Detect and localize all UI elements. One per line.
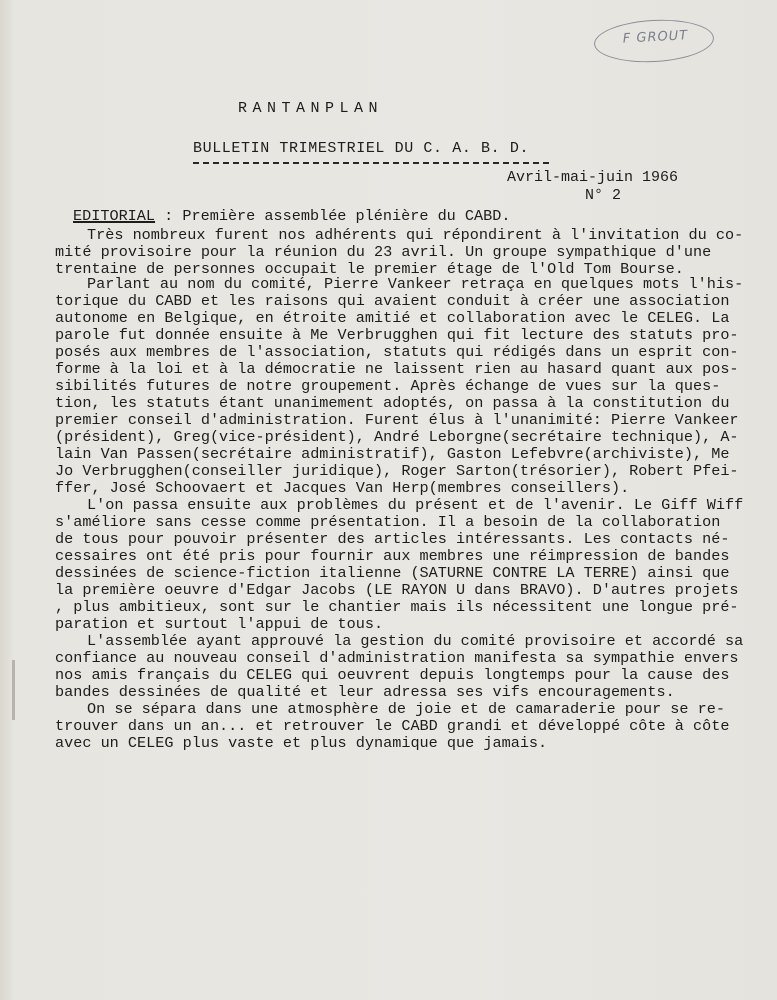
body-line: bandes dessinées de qualité et leur adressa ses vifs encouragements.	[55, 683, 675, 701]
body-line: L'assemblée ayant approuvé la gestion du comité provisoire et accordé sa	[87, 632, 744, 650]
body-line: parole fut donnée ensuite à Me Verbrugghen qui fit lecture des statuts pro-	[55, 326, 739, 344]
body-line: ffer, José Schoovaert et Jacques Van Herp(membres conseillers).	[55, 479, 630, 497]
body-line: lain Van Passen(secrétaire administratif), Gaston Lefebvre(archiviste), Me	[55, 445, 730, 463]
body-line: avec un CELEG plus vaste et plus dynamique que jamais.	[55, 734, 548, 752]
body-line: trouver dans un an... et retrouver le CABD grandi et développé côte à côte	[55, 717, 730, 735]
dashed-underline	[193, 162, 549, 164]
masthead-title: RANTANPLAN	[238, 100, 384, 117]
body-line: (président), Greg(vice-président), André Leborgne(secrétaire technique), A-	[55, 428, 739, 446]
body-line: s'améliore sans cesse comme présentation. Il a besoin de la collaboration	[55, 513, 721, 531]
body-line: mité provisoire pour la réunion du 23 avril. Un groupe sympathique d'une	[55, 243, 712, 261]
body-line: cessaires ont été pris pour fournir aux membres une réimpression de bandes	[55, 547, 730, 565]
body-line: paration et surtout l'appui de tous.	[55, 615, 384, 633]
body-line: Très nombreux furent nos adhérents qui répondirent à l'invitation du co-	[87, 226, 744, 244]
body-line: , plus ambitieux, sont sur le chantier mais ils nécessitent une longue pré-	[55, 598, 739, 616]
body-line: trentaine de personnes occupait le premier étage de l'Old Tom Bourse.	[55, 260, 684, 278]
editorial-title: : Première assemblée plénière du CABD.	[155, 207, 511, 225]
body-line: posés aux membres de l'association, statuts qui rédigés dans un esprit con-	[55, 343, 739, 361]
body-line: nos amis français du CELEG qui oeuvrent depuis longtemps pour la cause des	[55, 666, 730, 684]
body-line: Jo Verbrugghen(conseiller juridique), Roger Sarton(trésorier), Robert Pfei-	[55, 462, 739, 480]
body-line: Parlant au nom du comité, Pierre Vankeer retraça en quelques mots l'his-	[87, 275, 744, 293]
body-line: confiance au nouveau conseil d'administration manifesta sa sympathie envers	[55, 649, 739, 667]
body-line: dessinées de science-fiction italienne (SATURNE CONTRE LA TERRE) ainsi que	[55, 564, 730, 582]
page-edge-mark	[12, 660, 15, 720]
body-line: forme à la loi et à la démocratie ne laissent rien au hasard quant aux pos-	[55, 360, 739, 378]
body-line: de tous pour pouvoir présenter des articles intéressants. Les contacts né-	[55, 530, 730, 548]
body-line: torique du CABD et les raisons qui avaient conduit à créer une association	[55, 292, 730, 310]
body-line: On se sépara dans une atmosphère de joie et de camaraderie pour se re-	[87, 700, 725, 718]
editorial-heading	[73, 208, 510, 225]
body-line: la première oeuvre d'Edgar Jacobs (LE RAYON U dans BRAVO). D'autres projets	[55, 581, 739, 599]
body-line: L'on passa ensuite aux problèmes du présent et de l'avenir. Le Giff Wiff	[87, 496, 744, 514]
bulletin-subtitle: BULLETIN TRIMESTRIEL DU C. A. B. D.	[193, 140, 530, 157]
issue-date: Avril-mai-juin 1966	[507, 169, 679, 186]
issue-number: N° 2	[585, 187, 622, 204]
editorial-label: EDITORIAL	[73, 207, 156, 225]
body-line: autonome en Belgique, en étroite amitié et collaboration avec le CELEG. La	[55, 309, 730, 327]
body-line: premier conseil d'administration. Furent élus à l'unanimité: Pierre Vankeer	[55, 411, 739, 429]
handwritten-note-text: F GROUT	[622, 28, 689, 47]
handwritten-note	[593, 17, 715, 65]
body-line: sibilités futures de notre groupement. Après échange de vues sur la ques-	[55, 377, 721, 395]
body-line: tion, les statuts étant unanimement adoptés, on passa à la constitution du	[55, 394, 730, 412]
